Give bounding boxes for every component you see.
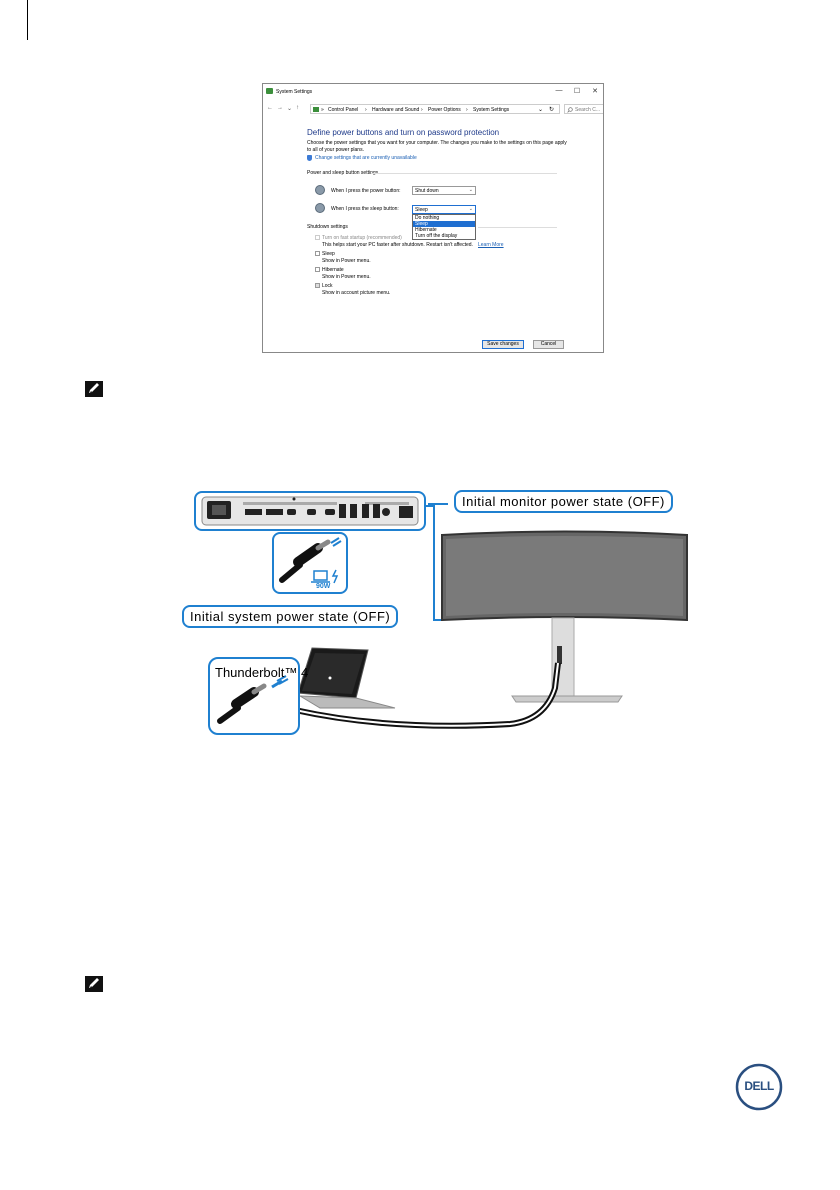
thunderbolt-label: Thunderbolt™ 4 <box>215 665 309 680</box>
dropdown-option-sleep[interactable]: Sleep <box>413 221 475 227</box>
control-panel-small-icon <box>313 107 319 112</box>
dell-logo-text: DELL <box>744 1079 774 1093</box>
system-settings-window <box>262 83 604 353</box>
shutdown-section-title: Shutdown settings <box>307 224 348 230</box>
hibernate-option-label: Hibernate <box>322 267 344 273</box>
breadcrumb-hardware-and-sound[interactable]: Hardware and Sound <box>372 107 420 113</box>
search-icon <box>567 107 573 113</box>
sleep-button-icon <box>315 203 325 213</box>
learn-more-link[interactable]: Learn More <box>478 242 504 248</box>
section-divider <box>371 173 557 174</box>
forward-arrow-icon[interactable]: → <box>277 105 283 111</box>
back-arrow-icon[interactable]: ← <box>267 105 273 111</box>
power-button-icon <box>315 185 325 195</box>
chevron-down-icon: ⌄ <box>468 187 473 193</box>
power-sleep-section-title: Power and sleep button settings <box>307 170 379 176</box>
monitor-power-state-callout: Initial monitor power state (OFF) <box>454 490 673 513</box>
cancel-button[interactable]: Cancel <box>533 340 564 349</box>
dropdown-option-turn-off-display[interactable]: Turn off the display <box>415 233 458 239</box>
control-panel-icon <box>266 88 273 94</box>
title-bar <box>263 84 603 98</box>
hibernate-option-desc: Show in Power menu. <box>322 274 371 280</box>
change-settings-link[interactable]: Change settings that are currently unavailable <box>315 155 417 161</box>
breadcrumb-separator: » <box>321 107 324 113</box>
breadcrumb-power-options[interactable]: Power Options <box>428 107 461 113</box>
monitor <box>442 532 687 703</box>
sleep-checkbox[interactable] <box>315 251 320 256</box>
section-divider <box>478 227 557 228</box>
breadcrumb-control-panel[interactable]: Control Panel <box>328 107 359 113</box>
close-button[interactable]: ✕ <box>592 88 598 95</box>
breadcrumb-separator: › <box>421 107 423 113</box>
search-placeholder: Search C... <box>575 107 601 113</box>
monitor-io-panel <box>195 492 425 530</box>
page-description: Choose the power settings that you want for your computer. The changes you make to the settings on this page apply to all of your power plans. <box>307 140 567 153</box>
refresh-icon[interactable]: ↻ <box>549 107 555 113</box>
chevron-down-icon: ⌄ <box>468 206 473 212</box>
up-arrow-icon[interactable]: ↑ <box>296 105 299 111</box>
lock-checkbox[interactable] <box>315 283 320 288</box>
lock-option-label: Lock <box>322 283 333 289</box>
sleep-button-label: When I press the sleep button: <box>331 206 399 212</box>
note-pencil-icon <box>84 975 104 993</box>
system-power-state-callout: Initial system power state (OFF) <box>182 605 398 628</box>
breadcrumb-separator: › <box>365 107 367 113</box>
address-bar[interactable] <box>310 104 560 114</box>
maximize-button[interactable]: ☐ <box>573 88 581 95</box>
sleep-options-dropdown <box>412 214 476 240</box>
usb-c-cable-icon <box>273 533 347 593</box>
hibernate-checkbox[interactable] <box>315 267 320 272</box>
dropdown-option-hibernate[interactable]: Hibernate <box>415 227 437 233</box>
lock-option-desc: Show in account picture menu. <box>322 290 391 296</box>
laptop <box>298 648 395 708</box>
breadcrumb-system-settings[interactable]: System Settings <box>473 107 510 113</box>
power-button-select[interactable] <box>412 186 476 195</box>
sleep-option-desc: Show in Power menu. <box>322 258 371 264</box>
power-button-value: Shut down <box>415 188 439 194</box>
window-title: System Settings <box>276 89 313 95</box>
power-button-label: When I press the power button: <box>331 188 401 194</box>
page-margin-line <box>27 0 28 40</box>
sleep-button-value: Sleep <box>415 207 428 213</box>
page-heading: Define power buttons and turn on password protection <box>307 128 500 137</box>
sleep-button-select[interactable] <box>412 205 476 214</box>
sleep-option-label: Sleep <box>322 251 335 257</box>
fast-startup-checkbox[interactable] <box>315 235 320 240</box>
save-changes-button[interactable]: Save changes <box>482 340 524 349</box>
recent-locations-icon[interactable]: ⌄ <box>287 106 293 112</box>
address-dropdown-icon[interactable]: ⌄ <box>538 107 544 113</box>
note-pencil-icon <box>84 380 104 398</box>
search-input[interactable] <box>564 104 604 114</box>
address-bar-row <box>263 102 603 116</box>
fast-startup-label: Turn on fast startup (recommended) <box>322 235 402 241</box>
fast-startup-desc: This helps start your PC faster after shutdown. Restart isn't affected. <box>322 242 473 248</box>
shield-icon <box>307 155 312 161</box>
minimize-button[interactable]: — <box>555 87 563 94</box>
breadcrumb-separator: › <box>466 107 468 113</box>
dropdown-option-do-nothing[interactable]: Do nothing <box>415 215 440 221</box>
wattage-label: 90W <box>316 583 331 590</box>
